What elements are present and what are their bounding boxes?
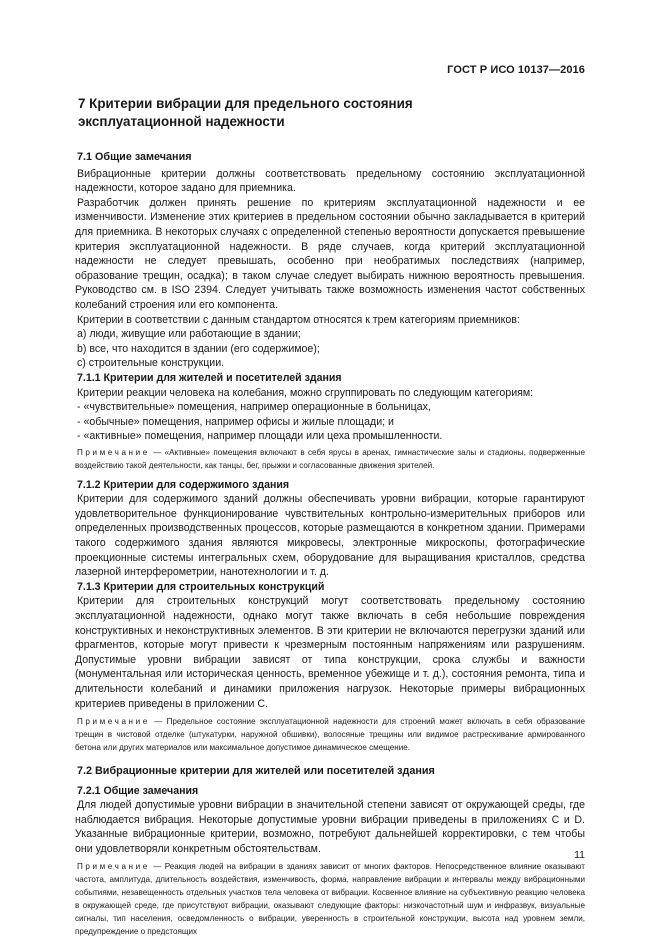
note-label: Примечание [77,447,150,457]
note-text: — Предельное состояние эксплуатационной надежности для строений может включать в себя образование трещин в чистовой отделке (штукатурки, наружной обшивки), волосяные трещины или видимое растрескивание армированного бетона или других материалов или максимальное допустимое динамическое смещение. [75,717,585,752]
paragraph: Для людей допустимые уровни вибрации в значительной степени зависят от окружающей среды, где наблюдается вибрация. Некоторые допустимые уровни вибрации приведены в приложениях C и D. Указанные вибрационные критерии, возможно, потребуют дальнейшей корректировки, с тем чтобы они удовлетворяли конкретным обстоятельствам. [75,799,585,855]
list-item: c) строительные конструкции. [77,357,225,370]
note-text: — «Активные» помещения включают в себя ярусы в аренах, гимнастические залы и стадионы, подверженные воздействию такой деятельности, как танцы, бег, прыжки и согласованные движения зрителей. [75,447,585,470]
note-label: Примечание [77,717,150,727]
paragraph: Критерии для содержимого зданий должны обеспечивать уровни вибрации, которые гарантируют удовлетворительное функционирование чувствительных контрольно-измерительных приборов или определенных производственных процессов, которые размещаются в конкретном здании. Примерами такого содержимого здания являются микровесы, электронные микроскопы, фотографические проекционные системы интегральных схем, оборудование для выращивания кристаллов, средства лазерной интерферометрии, нанотехнологии и т. д. [75,493,585,579]
list-item: - «чувствительные» помещения, например операционные в больницах, [77,401,431,414]
note [75,447,585,473]
page-number: 11 [574,849,585,861]
section-7-title-line2: эксплуатационной надежности [78,113,285,129]
subsection-7-2-1-title: 7.2.1 Общие замечания [77,784,199,797]
subsection-7-1-3-title: 7.1.3 Критерии для строительных конструкций [77,580,325,593]
paragraph: Вибрационные критерии должны соответствовать предельному состоянию эксплуатационной надежности, которое задано для приемника. [75,167,585,195]
section-7-title-line1: 7 Критерии вибрации для предельного состояния [78,96,413,111]
note-label: Примечание [77,862,150,872]
subsection-7-1-1-title: 7.1.1 Критерии для жителей и посетителей здания [77,371,342,384]
list-item: a) люди, живущие или работающие в здании; [77,328,301,341]
paragraph: Критерии в соответствии с данным стандартом относятся к трем категориям приемников: [77,313,520,326]
paragraph: Разработчик должен принять решение по критериям эксплуатационной надежности и ее изменчивости. Изменение этих критериев в предельном состоянии обычно закладывается в критерий для приемника. В некоторых случаях с определенной степенью вероятности допускается превышение критерия эксплуатационной надежности. В ряде случаев, когда критерий эксплуатационной надежности не следует превышать, особенно при необратимых последствиях (например, образование трещин, осадка); в таком случае следует выбирать нижнюю вероятность превышения. Руководство см. в ISO 2394. Следует учитывать также возможность изменения частот собственных колебаний строения или его компонента. [75,196,585,311]
note [75,716,585,755]
section-7-title [75,95,585,130]
subsection-7-2-title: 7.2 Вибрационные критерии для жителей или посетителей здания [77,764,435,777]
subsection-7-1-title: 7.1 Общие замечания [77,151,192,163]
paragraph: Критерии реакции человека на колебания, можно сгруппировать по следующим категориям: [77,386,534,399]
list-item: - «активные» помещения, например площади или цеха промышленности. [77,430,443,443]
paragraph: Критерии для строительных конструкций могут соответствовать предельному состоянию эксплуатационной надежности, однако могут также включать в себя небольшие повреждения конструктивных и неконструктивных элементов. В эти критерии не включаются перегрузки зданий или фрагментов, которые могут привести к чрезмерным постоянным напряжениям или разрушениям. Допустимые уровни вибрации зависят от типа конструкции, срока службы и важности (монументальная или историческая ценность, временное убежище и т. д.), состояния ремонта, типа и длительности колебаний и динамики приложения нагрузок. Некоторые примеры вибрационных критериев приведены в приложении C. [75,595,585,710]
subsection-7-1-2-title: 7.1.2 Критерии для содержимого здания [77,478,290,491]
note [75,861,585,938]
list-item: b) все, что находится в здании (его содержимое); [77,342,320,355]
list-item: - «обычные» помещения, например офисы и жилые площади; и [77,415,394,428]
page-content [75,95,585,942]
note-text: — Реакция людей на вибрации в зданиях зависит от многих факторов. Непосредственное влияние оказывают частота, амплитуда, длительность воздействия, изменчивость, форма, направление вибрации и интервалы между вибрационными событиями, незавещенность отдельных участков тела человека от вибрации. Косвенное влияние на субъективную реакцию человека в окружающей среде, где присутствуют вибрации, оказывают следующие факторы: низкочастотный шум и инфразвук, визуальные сигналы, тип населения, осведомленность о вибрации, уверенность в строительной конструкции, высота над уровнем земли, предупреждение о предстоящих [75,862,585,936]
document-id-header: ГОСТ Р ИСО 10137—2016 [447,64,585,76]
